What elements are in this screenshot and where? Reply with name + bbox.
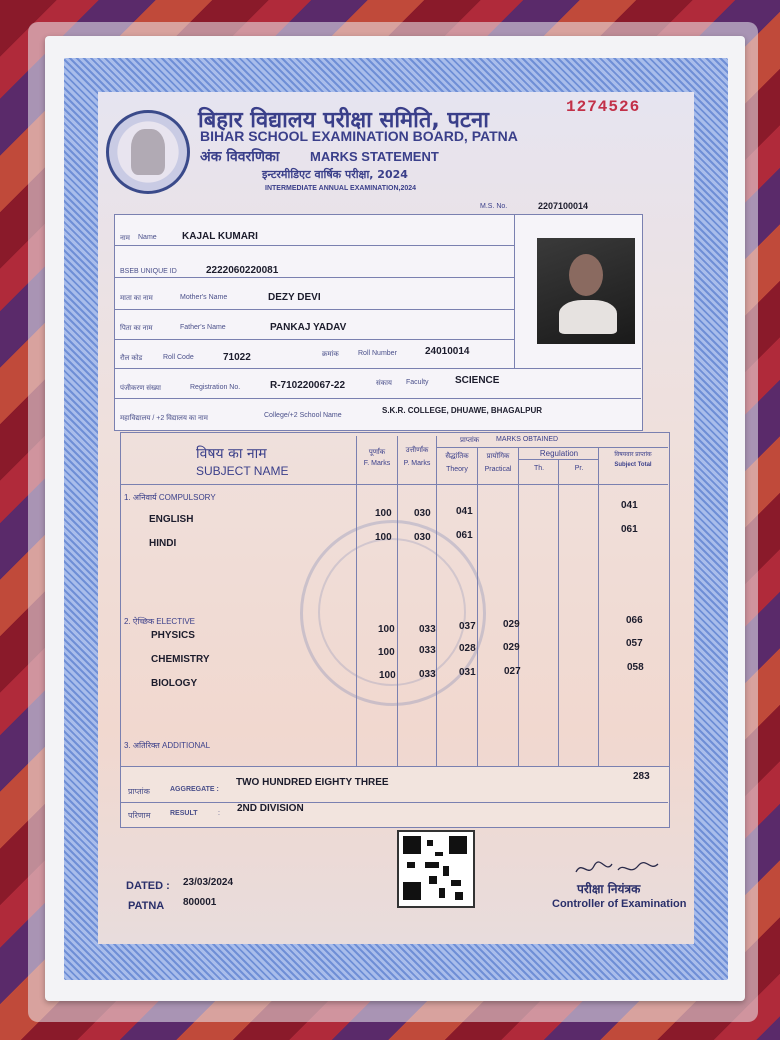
bseb-id-label: BSEB UNIQUE ID	[120, 268, 177, 275]
table-row-practical: 029	[503, 619, 520, 630]
table-row-total: 057	[626, 638, 643, 649]
bseb-id-value: 2222060220081	[206, 265, 279, 276]
roll-code-value: 71022	[223, 352, 251, 363]
mother-label-hindi: माता का नाम	[120, 295, 153, 302]
pin-value: 800001	[183, 897, 217, 908]
place-label: PATNA	[128, 900, 165, 912]
roll-code-label-hindi: रौल कोड	[120, 355, 143, 362]
table-row-theory: 061	[456, 530, 473, 541]
table-row-pm: 033	[419, 645, 436, 656]
ms-no-label: M.S. No.	[480, 203, 508, 210]
roll-number-label-hindi: क्रमांक	[322, 351, 339, 358]
college-label: College/+2 School Name	[264, 412, 342, 419]
father-label-hindi: पिता का नाम	[120, 325, 153, 332]
aggregate-value: 283	[633, 771, 650, 782]
registration-value: R-710220067-22	[270, 380, 346, 391]
obtained-header-hindi: प्राप्तांक	[460, 437, 480, 444]
table-row-total: 066	[626, 615, 643, 626]
table-row-subject: BIOLOGY	[151, 678, 198, 689]
regulation-th-header: Th.	[533, 465, 545, 472]
ms-no-value: 2207100014	[538, 201, 589, 211]
table-row-pm: 033	[419, 624, 436, 635]
table-row-subject: PHYSICS	[151, 630, 195, 641]
elective-section-label: 2. ऐच्छिक ELECTIVE	[124, 617, 195, 626]
pm-header: P. Marks	[403, 460, 431, 467]
subject-header: SUBJECT NAME	[196, 464, 289, 478]
title-hindi: बिहार विद्यालय परीक्षा समिति, पटना	[198, 108, 489, 133]
table-row-theory: 031	[459, 667, 476, 678]
registration-label: Registration No.	[190, 384, 241, 391]
practical-header: Practical	[484, 466, 512, 473]
pm-header-hindi: उत्तीर्णांक	[405, 447, 429, 454]
table-row-fm: 100	[375, 532, 392, 543]
practical-header-hindi: प्रायोगिक	[486, 453, 510, 460]
table-row-subject: ENGLISH	[149, 514, 194, 525]
faculty-label: Faculty	[406, 379, 429, 386]
name-label-hindi: नाम	[120, 235, 130, 242]
fm-header-hindi: पूर्णांक	[368, 449, 386, 456]
table-row-total: 058	[627, 662, 644, 673]
father-name: PANKAJ YADAV	[270, 322, 347, 333]
result-label: RESULT	[170, 810, 198, 817]
table-row-total: 041	[621, 500, 638, 511]
table-row-theory: 041	[456, 506, 473, 517]
total-header-hindi: विषयवार प्राप्तांक	[614, 452, 652, 458]
table-row-fm: 100	[378, 624, 395, 635]
table-row-subject: CHEMISTRY	[151, 654, 210, 665]
obtained-header: MARKS OBTAINED	[496, 436, 559, 443]
title-english: BIHAR SCHOOL EXAMINATION BOARD, PATNA	[200, 128, 518, 144]
result-colon: :	[218, 810, 220, 817]
controller-title: Controller of Examination	[552, 898, 687, 910]
roll-number-label: Roll Number	[358, 350, 397, 357]
subject-header-hindi: विषय का नाम	[196, 446, 267, 462]
aggregate-words: TWO HUNDRED EIGHTY THREE	[236, 777, 389, 788]
controller-title-hindi: परीक्षा नियंत्रक	[577, 882, 641, 896]
table-row-pm: 030	[414, 508, 431, 519]
result-value: 2ND DIVISION	[237, 803, 304, 814]
exam-english: INTERMEDIATE ANNUAL EXAMINATION,2024	[265, 185, 417, 192]
college-label-hindi: महाविद्यालय / +2 विद्यालय का नाम	[120, 415, 208, 422]
roll-number-value: 24010014	[425, 346, 470, 357]
table-row-theory: 037	[459, 621, 476, 632]
result-label-hindi: परिणाम	[128, 811, 151, 820]
table-row-fm: 100	[379, 670, 396, 681]
fm-header: F. Marks	[363, 460, 391, 467]
compulsory-section-label: 1. अनिवार्य COMPULSORY	[124, 493, 216, 502]
theory-header: Theory	[446, 466, 468, 473]
student-photo	[537, 238, 635, 344]
statement-english: MARKS STATEMENT	[310, 149, 439, 164]
mother-name: DEZY DEVI	[268, 292, 321, 303]
table-row-practical: 027	[504, 666, 521, 677]
table-row-fm: 100	[375, 508, 392, 519]
name-label: Name	[138, 234, 157, 241]
aggregate-label-hindi: प्राप्तांक	[128, 787, 150, 796]
table-row-total: 061	[621, 524, 638, 535]
table-row-fm: 100	[378, 647, 395, 658]
statement-hindi: अंक विवरणिका	[200, 149, 280, 165]
serial-number: 1274526	[566, 98, 641, 116]
aggregate-label: AGGREGATE :	[170, 786, 219, 793]
faculty-label-hindi: संकाय	[376, 380, 392, 387]
faculty-value: SCIENCE	[455, 375, 500, 386]
college-value: S.K.R. COLLEGE, DHUAWE, BHAGALPUR	[382, 406, 543, 415]
theory-header-hindi: सैद्धांतिक	[445, 453, 469, 460]
table-row-pm: 033	[419, 669, 436, 680]
board-emblem-icon	[106, 110, 190, 194]
table-row-subject: HINDI	[149, 538, 177, 549]
dated-label: DATED :	[126, 880, 170, 892]
dated-value: 23/03/2024	[183, 877, 234, 888]
student-name: KAJAL KUMARI	[182, 231, 258, 242]
additional-section-label: 3. अतिरिक्त ADDITIONAL	[124, 741, 211, 750]
regulation-pr-header: Pr.	[574, 465, 584, 472]
aggregate-block	[120, 766, 670, 828]
table-row-pm: 030	[414, 532, 431, 543]
exam-hindi: इन्टरमीडिएट वार्षिक परीक्षा, 2024	[262, 168, 408, 181]
table-row-theory: 028	[459, 643, 476, 654]
roll-code-label: Roll Code	[163, 354, 194, 361]
total-header: Subject Total	[614, 462, 652, 468]
mother-label: Mother's Name	[180, 294, 228, 301]
registration-label-hindi: पंजीकरण संख्या	[120, 385, 161, 392]
table-row-practical: 029	[503, 642, 520, 653]
controller-signature	[572, 858, 662, 880]
father-label: Father's Name	[180, 324, 226, 331]
regulation-header: Regulation	[539, 449, 579, 458]
qr-code-icon	[397, 830, 475, 908]
